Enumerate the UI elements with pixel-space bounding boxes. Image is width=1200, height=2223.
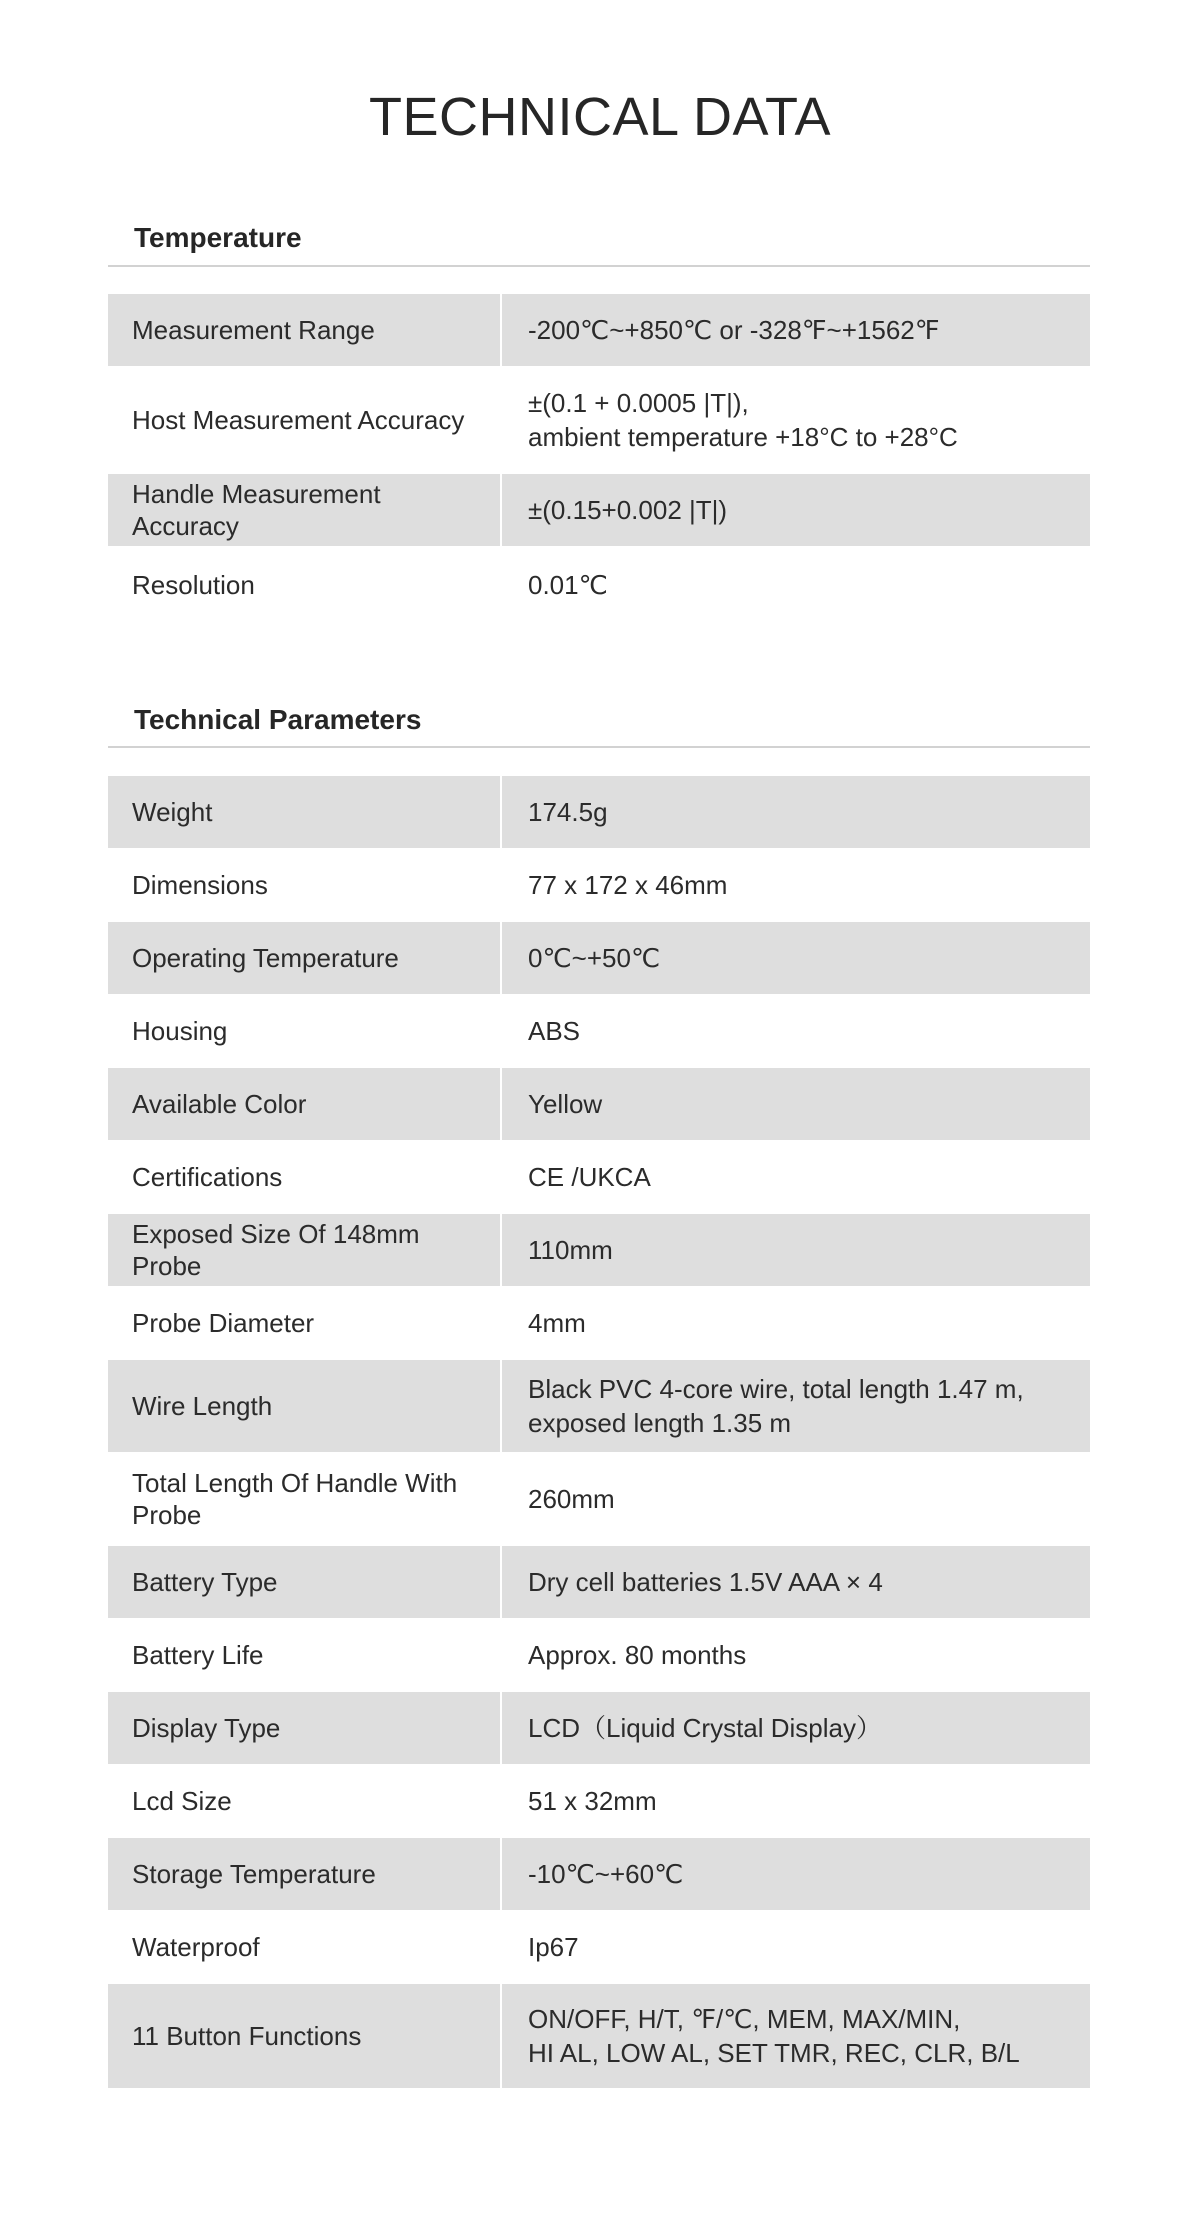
row-value: -10℃~+60℃	[528, 1859, 684, 1889]
table-row	[108, 1764, 1090, 1838]
row-value: 4mm	[528, 1308, 586, 1338]
table-row	[108, 1214, 1090, 1286]
row-value: CE /UKCA	[528, 1162, 651, 1192]
table-row	[108, 474, 1090, 546]
row-value: ±(0.15+0.002 |T|)	[528, 495, 728, 525]
row-label: Total Length Of Handle With Probe	[132, 1468, 458, 1530]
section-divider	[108, 265, 1090, 267]
table-row	[108, 1984, 1090, 2088]
table-row	[108, 776, 1090, 848]
technical-parameters-table	[108, 776, 1090, 2088]
row-label: Battery Life	[132, 1640, 264, 1670]
temperature-spec-table	[108, 294, 1090, 624]
table-row	[108, 1452, 1090, 1546]
section-divider	[108, 746, 1090, 748]
row-label: Exposed Size Of 148mm Probe	[108, 1214, 502, 1286]
row-value: -200℃~+850℃ or -328℉~+1562℉	[528, 315, 940, 345]
section-title-temperature: Temperature	[134, 222, 302, 253]
row-value: Dry cell batteries 1.5V AAA × 4	[528, 1567, 883, 1597]
row-value: 51 x 32mm	[528, 1786, 657, 1816]
row-label: Available Color	[108, 1068, 502, 1140]
row-value: ±(0.1 + 0.0005 |T|), ambient temperature +18°C to +28°C	[528, 388, 958, 452]
row-value: Black PVC 4-core wire, total length 1.47 m, exposed length 1.35 m	[528, 1374, 1024, 1438]
row-label: Probe Diameter	[132, 1308, 315, 1338]
row-value: 0.01℃	[528, 570, 608, 600]
table-row	[108, 1286, 1090, 1360]
table-row	[108, 1360, 1090, 1452]
table-row	[108, 1910, 1090, 1984]
table-row	[108, 922, 1090, 994]
row-value: LCD（Liquid Crystal Display）	[528, 1713, 882, 1743]
row-label: Host Measurement Accuracy	[132, 405, 465, 435]
row-label: Certifications	[132, 1162, 283, 1192]
section-title-technical-parameters: Technical Parameters	[134, 704, 422, 735]
row-label: Measurement Range	[108, 294, 502, 366]
table-row	[108, 294, 1090, 366]
row-value: 0℃~+50℃	[528, 943, 661, 973]
row-label: Battery Type	[108, 1546, 502, 1618]
table-row	[108, 1546, 1090, 1618]
table-row	[108, 366, 1090, 474]
row-label: Resolution	[132, 570, 255, 600]
row-value: ON/OFF, H/T, ℉/℃, MEM, MAX/MIN, HI AL, LOW AL, SET TMR, REC, CLR, B/L	[528, 2004, 1020, 2068]
row-label: 11 Button Functions	[108, 1984, 502, 2088]
row-label: Wire Length	[108, 1360, 502, 1452]
table-row	[108, 1838, 1090, 1910]
row-label: Lcd Size	[132, 1786, 232, 1816]
row-label: Display Type	[108, 1692, 502, 1764]
row-value: 110mm	[528, 1235, 613, 1265]
table-row	[108, 994, 1090, 1068]
table-row	[108, 848, 1090, 922]
row-value: Ip67	[528, 1932, 579, 1962]
row-value: 174.5g	[528, 797, 608, 827]
table-row	[108, 1068, 1090, 1140]
row-value: 260mm	[528, 1484, 615, 1514]
row-label: Handle Measurement Accuracy	[108, 474, 502, 546]
row-label: Operating Temperature	[108, 922, 502, 994]
table-row	[108, 1692, 1090, 1764]
row-label: Waterproof	[132, 1932, 260, 1962]
row-value: 77 x 172 x 46mm	[528, 870, 728, 900]
table-row	[108, 1140, 1090, 1214]
table-row	[108, 546, 1090, 624]
row-value: Approx. 80 months	[528, 1640, 747, 1670]
row-label: Weight	[108, 776, 502, 848]
page-title: TECHNICAL DATA	[368, 87, 832, 147]
row-value: Yellow	[528, 1089, 603, 1119]
row-label: Dimensions	[132, 870, 268, 900]
row-label: Housing	[132, 1016, 228, 1046]
row-label: Storage Temperature	[108, 1838, 502, 1910]
row-value: ABS	[528, 1016, 581, 1046]
table-row	[108, 1618, 1090, 1692]
